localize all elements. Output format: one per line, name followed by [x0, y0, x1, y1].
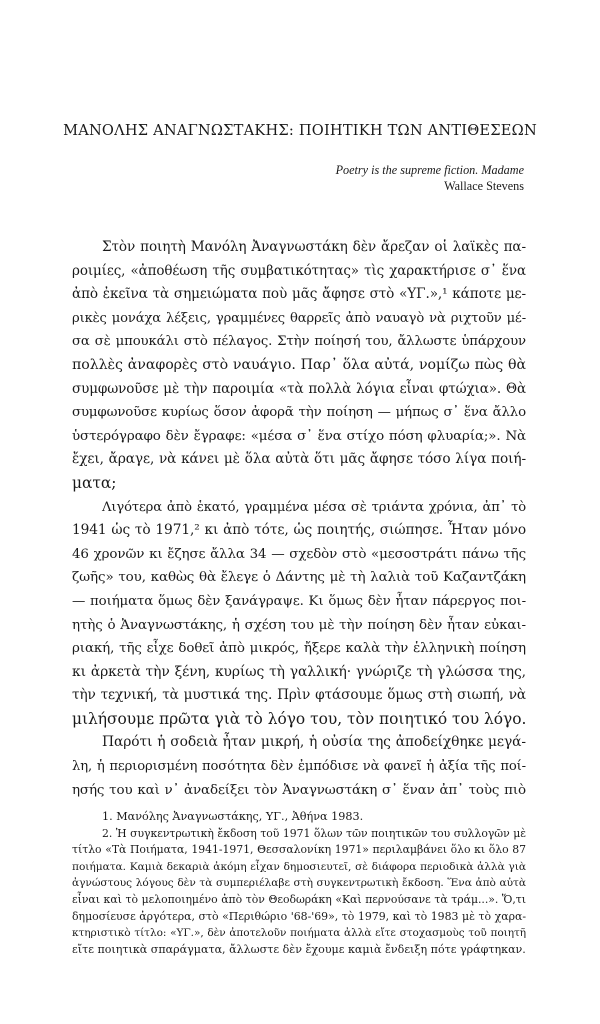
footnote-line: δημοσίευσε ἀργότερα, στὸ «Περιθώριο '68-'69», τὸ 1979, καὶ τὸ 1983 μὲ τὸ χαρα- — [72, 909, 526, 923]
footnote-line: 1. Μανόλης Ἀναγνωστάκης, ΥΓ., Ἀθήνα 1983. — [102, 810, 364, 823]
footnote-line: κτηριστικὸ τίτλο: «ΥΓ.», δὲν ἀποτελοῦν ποιήματα ἀλλὰ εἴτε στοχασμοὺς τοῦ ποιητῆ — [72, 927, 526, 940]
body-line: ὑστερόγραφο δὲν ἔγραφε: «μέσα σ᾽ ἕνα στίχο πόση φλυαρία;». Νὰ — [72, 428, 526, 444]
body-line: λη, ἡ περιορισμένη ποσότητα δὲν ἐμπόδισε νὰ φανεῖ ἡ ἀξία τῆς ποί- — [72, 759, 526, 775]
footnotes — [72, 809, 526, 958]
footnote-line: ἀγνώστους λόγους δὲν τὰ συμπεριέλαβε στὴ συγκεντρωτικὴ ἔκδοση. Ἕνα ἀπὸ αὐτὰ — [72, 876, 526, 890]
body-line: ζωῆς» του, καθὼς θὰ ἔλεγε ὁ Δάντης μὲ τὴ λαλιὰ τοῦ Καζαντζάκη — [72, 569, 526, 586]
body-line: ἀπὸ ἐκεῖνα τὰ σημειώματα ποὺ μᾶς ἄφησε στὸ «ΥΓ.»,¹ κάποτε με- — [72, 286, 526, 303]
body-line: Λιγότερα ἀπὸ ἑκατό, γραμμένα μέσα σὲ τριάντα χρόνια, ἀπ᾽ τὸ — [102, 499, 526, 515]
body-line: 46 χρονῶν κι ἔζησε ἄλλα 34 — σχεδὸν στὸ «μεσοστράτι πάνω τῆς — [72, 546, 526, 562]
body-line: συμφωνοῦσε κυρίως ὅσον ἀφορᾶ τὴν ποίηση — μήπως σ᾽ ἕνα ἄλλο — [72, 405, 526, 421]
footnote-line: εἶναι καὶ τὸ μελοποιημένο ἀπὸ τὸν Θεοδωράκη «Καὶ περνούσανε τὰ τράμ...». Ὅ,τι — [72, 892, 526, 906]
body-line: Στὸν ποιητὴ Μανόλη Ἀναγνωστάκη δὲν ἄρεζαν οἱ λαϊκὲς πα- — [102, 239, 526, 255]
footnote-line: τίτλο «Τὰ Ποιήματα, 1941-1971, Θεσσαλονίκη 1971» περιλαμβάνει ὅλο κι ὅλο 87 — [72, 843, 526, 857]
epigraph-author: Wallace Stevens — [444, 179, 524, 193]
body-line: ρικὲς μονάχα λέξεις, γραμμένες θαρρεῖς ἀπὸ ναυαγὸ νὰ ριχτοῦν μέ- — [72, 310, 526, 326]
body-line: — ποιήματα ὅμως δὲν ξανάγραψε. Κι ὅμως δὲν ἦταν πάρεργος ποι- — [72, 593, 526, 609]
body-line: ριακή, τῆς εἶχε δοθεῖ ἀπὸ μικρός, ἤξερε καλὰ τὴν ἑλληνικὴ ποίηση — [72, 641, 526, 657]
body-line: σα σὲ μπουκάλι στὸ πέλαγος. Στὴν ποίησή του, ἄλλωστε ὑπάρχουν — [72, 334, 526, 350]
body-line: κι ἀρκετὰ τὴν ξένη, κυρίως τὴ γαλλική· γνώριζε τὴ γλώσσα της, — [72, 663, 526, 680]
epigraph — [264, 162, 524, 194]
body-line: μιλήσουμε πρῶτα γιὰ τὸ λόγο του, τὸν ποιητικό του λόγο. — [72, 709, 527, 728]
body-line: ματα; — [72, 473, 117, 492]
body-text — [72, 236, 526, 802]
body-line: ροιμίες, «ἀποθέωση τῆς συμβατικότητας» τὶς χαρακτήρισε σ᾽ ἕνα — [72, 262, 526, 279]
body-line: ἔχει, ἄραγε, νὰ κάνει μὲ ὅλα αὐτὰ ὅτι μᾶς ἄφησε τόσο λίγα ποιή- — [72, 451, 526, 468]
chapter-title: ΜΑΝΟΛΗΣ ΑΝΑΓΝΩΣΤΑΚΗΣ: ΠΟΙΗΤΙΚΗ ΤΩΝ ΑΝΤΙΘΕΣΕΩΝ — [63, 122, 537, 139]
body-line: ητὴς ὁ Ἀναγνωστάκης, ἡ σχέση του μὲ τὴν ποίηση δὲν ἦταν εὐκαι- — [72, 616, 526, 633]
body-line: Παρότι ἡ σοδειὰ ἦταν μικρή, ἡ οὐσία της ἀποδείχθηκε μεγά- — [102, 734, 526, 751]
body-line: πολλὲς ἀναφορὲς στὸ ναυάγιο. Παρ᾽ ὅλα αὐτά, νομίζω πὼς θὰ — [72, 356, 526, 373]
body-line: συμφωνοῦσε μὲ τὴν παροιμία «τὰ πολλὰ λόγια εἶναι φτώχια». Θὰ — [72, 380, 526, 397]
footnote-line: εἴτε ποιητικὰ σπαράγματα, ἄλλωστε δὲν ἔχουμε καμιὰ ἔνδειξη πότε γράφτηκαν. — [72, 942, 526, 956]
body-line: τὴν τεχνική, τὰ μυστικά της. Πρὶν φτάσουμε ὅμως στὴ σιωπή, νὰ — [72, 687, 526, 704]
body-line: 1941 ὡς τὸ 1971,² κι ἀπὸ τότε, ὡς ποιητής, σιώπησε. Ἦταν μόνο — [72, 522, 526, 539]
footnote-line: ποιήματα. Καμιὰ δεκαριὰ ἀκόμη εἶχαν δημοσιευτεῖ, σὲ διάφορα περιοδικὰ ἀλλὰ γιὰ — [72, 859, 526, 873]
body-line: ησής του καὶ ν᾽ ἀναδείξει τὸν Ἀναγνωστάκη σ᾽ ἕναν ἀπ᾽ τοὺς πιὸ — [72, 782, 526, 798]
footnote-line: 2. Ἡ συγκεντρωτικὴ ἔκδοση τοῦ 1971 ὅλων τῶν ποιητικῶν του συλλογῶν μὲ — [102, 826, 526, 840]
epigraph-quote: Poetry is the supreme fiction. Madame — [335, 163, 524, 177]
